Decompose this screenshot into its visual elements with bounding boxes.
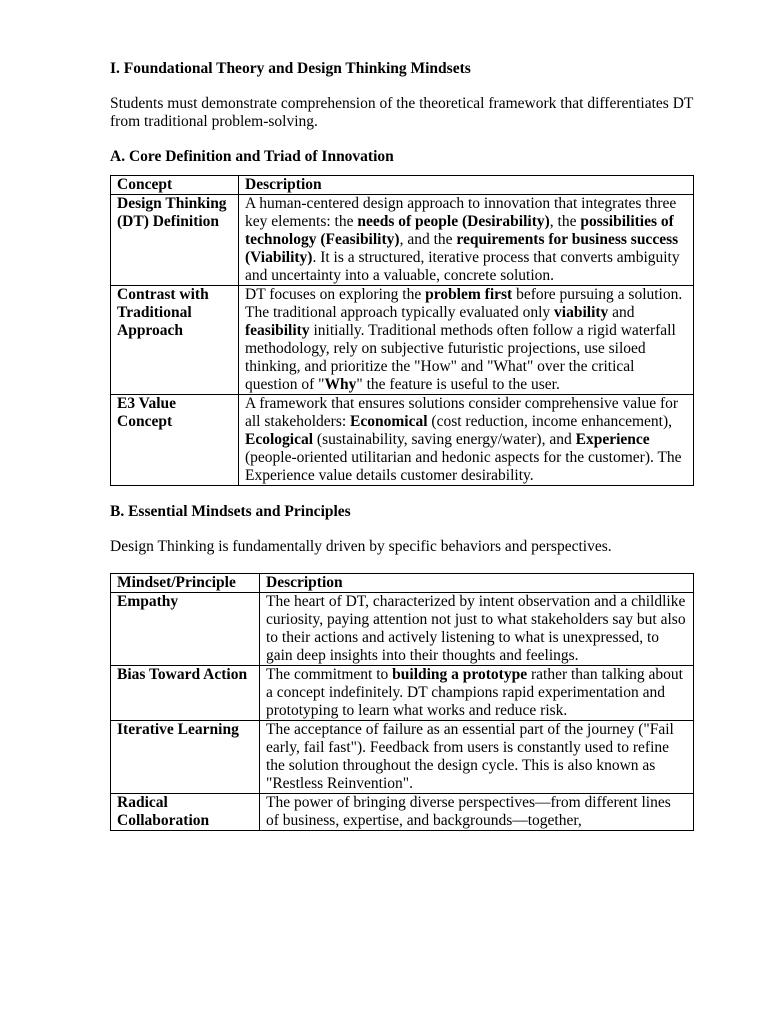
body-text: The power of bringing diverse perspectives—from different lines of business, expertise, and backgrounds—together, [266,794,671,829]
section-1-heading: I. Foundational Theory and Design Thinking Mindsets [110,60,471,77]
table-row [111,593,694,666]
table-header-row [111,574,694,593]
column-header-mindset: Mindset/Principle [111,574,260,593]
table-row [111,666,694,721]
concept-cell: Contrast with Traditional Approach [111,286,239,395]
mindset-cell: Radical Collaboration [111,794,260,831]
description-cell [260,794,694,831]
body-text: initially. Traditional methods often follow a rigid waterfall methodology, rely on subjective futuristic projections, use siloed thinking, and prioritize the "How" and "What" over the critical question of " [245,322,676,393]
emphasis-text: requirements for business success (Viability) [245,231,679,266]
body-text: " the feature is useful to the user. [356,376,560,393]
concept-cell: E3 Value Concept [111,395,239,486]
body-text: . It is a structured, iterative process that converts ambiguity and uncertainty into a valuable, concrete solution. [245,249,680,284]
table-row [111,395,694,486]
emphasis-text: problem first [425,286,513,303]
description-cell [239,286,694,395]
body-text: DT focuses on exploring the [245,286,426,303]
mindset-cell: Iterative Learning [111,721,260,794]
body-text: rather than talking about a concept indefinitely. DT champions rapid experimentation and prototyping to learn what works and reduce risk. [266,666,683,719]
column-header-description: Description [239,176,694,195]
document-page [110,60,694,831]
table-row [111,195,694,286]
table-row [111,794,694,831]
emphasis-text: feasibility [245,322,310,339]
section-a-heading: A. Core Definition and Triad of Innovation [110,148,394,165]
description-cell [260,666,694,721]
mindset-cell: Bias Toward Action [111,666,260,721]
emphasis-text: needs of people (Desirability) [357,213,550,230]
table-row [111,721,694,794]
emphasis-text: Ecological [245,431,314,448]
core-definition-table [110,175,694,486]
description-cell [260,721,694,794]
body-text: before pursuing a solution. The traditional approach typically evaluated only [245,286,683,321]
table-row [111,286,694,395]
body-text: , the [549,213,581,230]
body-text: A human-centered design approach to innovation that integrates three key elements: the [245,195,677,230]
body-text: (sustainability, saving energy/water), and [313,431,576,448]
description-cell [239,195,694,286]
emphasis-text: building a prototype [392,666,528,683]
emphasis-text: Why [324,376,357,393]
body-text: (cost reduction, income enhancement), [427,413,672,430]
mindset-cell: Empathy [111,593,260,666]
table-header-row [111,176,694,195]
description-cell [239,395,694,486]
section-1-intro: Students must demonstrate comprehension of the theoretical framework that differentiates DT from traditional problem-solving. [110,95,694,130]
section-b-heading: B. Essential Mindsets and Principles [110,503,351,520]
body-text: , and the [399,231,457,248]
body-text: The acceptance of failure as an essential part of the journey ("Fail early, fail fast"). Feedback from users is constantly used to refine the solution throughout the design cycle. This is also known as "Restless Reinvention". [266,721,674,792]
column-header-description: Description [260,574,694,593]
body-text: The commitment to [266,666,393,683]
body-text: The heart of DT, characterized by intent observation and a childlike curiosity, paying attention not just to what stakeholders say but also to their actions and actively listening to what is unexpressed, to gain deep insights into their thoughts and feelings. [266,593,686,664]
emphasis-text: Experience [575,431,650,448]
concept-cell: Design Thinking (DT) Definition [111,195,239,286]
body-text: A framework that ensures solutions consider comprehensive value for all stakeholders: [245,395,679,430]
column-header-concept: Concept [111,176,239,195]
body-text: and [608,304,635,321]
emphasis-text: viability [554,304,609,321]
section-b-intro: Design Thinking is fundamentally driven by specific behaviors and perspectives. [110,538,612,555]
mindsets-table [110,573,694,831]
emphasis-text: Economical [350,413,428,430]
body-text: (people-oriented utilitarian and hedonic aspects for the customer). The Experience value details customer desirability. [245,449,682,484]
description-cell [260,593,694,666]
emphasis-text: possibilities of technology (Feasibility) [245,213,674,248]
